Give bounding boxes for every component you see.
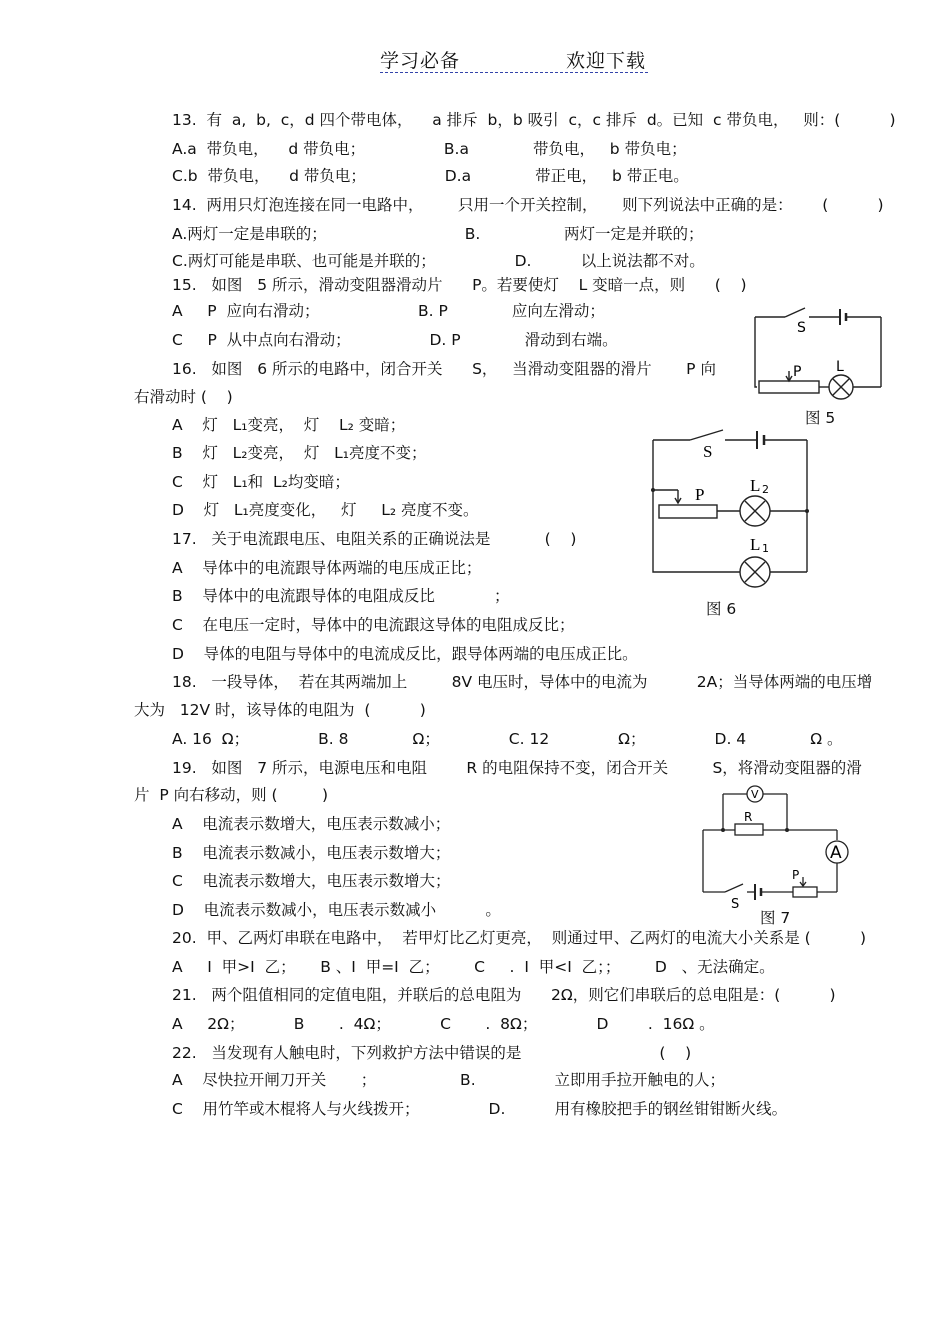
figure-5-circuit (745, 305, 890, 405)
figure-7-circuit (695, 782, 855, 912)
text-line: 15. 如图 5 所示，滑动变阻器滑动片 P。若要使灯 L 变暗一点，则 ( ) (172, 276, 747, 294)
fig6-lamp1-sub: 1 (762, 542, 769, 555)
figure-7-caption: 图 7 (760, 909, 791, 927)
text-line: A 尽快拉开闸刀开关 ； B. 立即用手拉开触电的人； (172, 1071, 725, 1089)
text-line: A 2Ω； B . 4Ω； C . 8Ω； D . 16Ω 。 (172, 1015, 715, 1033)
text-line: A 电流表示数增大，电压表示数减小； (172, 815, 451, 833)
fig5-slider-label: P (793, 364, 802, 380)
figure-5-caption: 图 5 (805, 409, 836, 427)
header-right: 欢迎下载 (566, 50, 647, 72)
fig6-slider-label: P (695, 485, 705, 504)
text-line: D 导体的电阻与导体中的电流成反比，跟导体两端的电压成正比。 (172, 645, 638, 663)
text-line: C 在电压一定时，导体中的电流跟这导体的电阻成反比； (172, 616, 575, 634)
text-line: 16. 如图 6 所示的电路中，闭合开关 S， 当滑动变阻器的滑片 P 向 (172, 360, 716, 378)
text-line: A.a 带负电， d 带负电； B.a 带负电， b 带负电； (172, 140, 687, 158)
text-line: D 灯 L₁亮度变化， 灯 L₂ 亮度不变。 (172, 501, 479, 519)
text-line: C P 从中点向右滑动； D. P 滑动到右端。 (172, 331, 618, 349)
text-line: 片 P 向右移动，则 ( ) (134, 786, 328, 804)
fig7-switch-label: S (731, 897, 740, 912)
fig7-ammeter-label: A (830, 843, 842, 863)
text-line: 22. 当发现有人触电时，下列救护方法中错误的是 ( ) (172, 1044, 692, 1062)
text-line: C.两灯可能是串联、也可能是并联的； D. 以上说法都不对。 (172, 252, 705, 270)
fig6-lamp1-label: L (750, 535, 761, 554)
figure-6-circuit (645, 425, 815, 600)
text-line: C.b 带负电， d 带负电； D.a 带正电， b 带正电。 (172, 167, 689, 185)
text-line: 13. 有 a, b, c，d 四个带电体， a 排斥 b，b 吸引 c，c 排斥 d。已知 c 带负电， 则：( ) (172, 111, 896, 129)
text-line: B 电流表示数减小，电压表示数增大； (172, 844, 451, 862)
text-line: A 导体中的电流跟导体两端的电压成正比； (172, 559, 482, 577)
text-line: 18. 一段导体， 若在其两端加上 8V 电压时，导体中的电流为 2A；当导体两端的电压增 (172, 673, 873, 691)
fig5-switch-label: S (797, 320, 806, 336)
text-line: A 灯 L₁变亮， 灯 L₂ 变暗； (172, 416, 406, 434)
fig5-lamp-label: L (836, 359, 844, 375)
text-line: 右滑动时 ( ) (134, 388, 233, 406)
fig7-resistor-label: R (744, 810, 753, 824)
figure-6-caption: 图 6 (706, 600, 737, 618)
header-left: 学习必备 (380, 50, 461, 72)
text-line: B 灯 L₂变亮， 灯 L₁亮度不变； (172, 444, 427, 462)
header-underline (380, 72, 648, 73)
text-line: 大为 12V 时，该导体的电阻为 ( ) (134, 701, 426, 719)
text-line: A I 甲>I 乙； B 、I 甲=I 乙； C . I 甲<I 乙；； D 、无法确定。 (172, 958, 775, 976)
fig7-voltmeter-label: V (751, 788, 759, 801)
fig6-lamp2-sub: 2 (762, 483, 769, 496)
text-line: B 导体中的电流跟导体的电阻成反比 ； (172, 587, 510, 605)
text-line: C 用竹竿或木棍将人与火线拨开； D. 用有橡胶把手的钢丝钳钳断火线。 (172, 1100, 788, 1118)
text-line: D 电流表示数减小，电压表示数减小 。 (172, 901, 501, 919)
text-line: A.两灯一定是串联的； B. 两灯一定是并联的； (172, 225, 704, 243)
text-line: 20. 甲、乙两灯串联在电路中， 若甲灯比乙灯更亮， 则通过甲、乙两灯的电流大小关系是 ( ) (172, 929, 867, 947)
text-line: C 电流表示数增大，电压表示数增大； (172, 872, 451, 890)
text-line: 21. 两个阻值相同的定值电阻，并联后的总电阻为 2Ω，则它们串联后的总电阻是：( ) (172, 986, 836, 1004)
fig6-switch-label: S (703, 442, 713, 461)
text-line: 14. 两用只灯泡连接在同一电路中， 只用一个开关控制， 则下列说法中正确的是： ( ) (172, 196, 884, 214)
text-line: A. 16 Ω； B. 8 Ω； C. 12 Ω； D. 4 Ω 。 (172, 730, 843, 748)
fig7-slider-label: P (792, 868, 800, 882)
fig6-lamp2-label: L (750, 476, 761, 495)
text-line: 19. 如图 7 所示，电源电压和电阻 R 的电阻保持不变，闭合开关 S，将滑动变阻器的滑 (172, 759, 862, 777)
text-line: C 灯 L₁和 L₂均变暗； (172, 473, 350, 491)
text-line: A P 应向右滑动； B. P 应向左滑动； (172, 302, 605, 320)
text-line: 17. 关于电流跟电压、电阻关系的正确说法是 ( ) (172, 530, 577, 548)
